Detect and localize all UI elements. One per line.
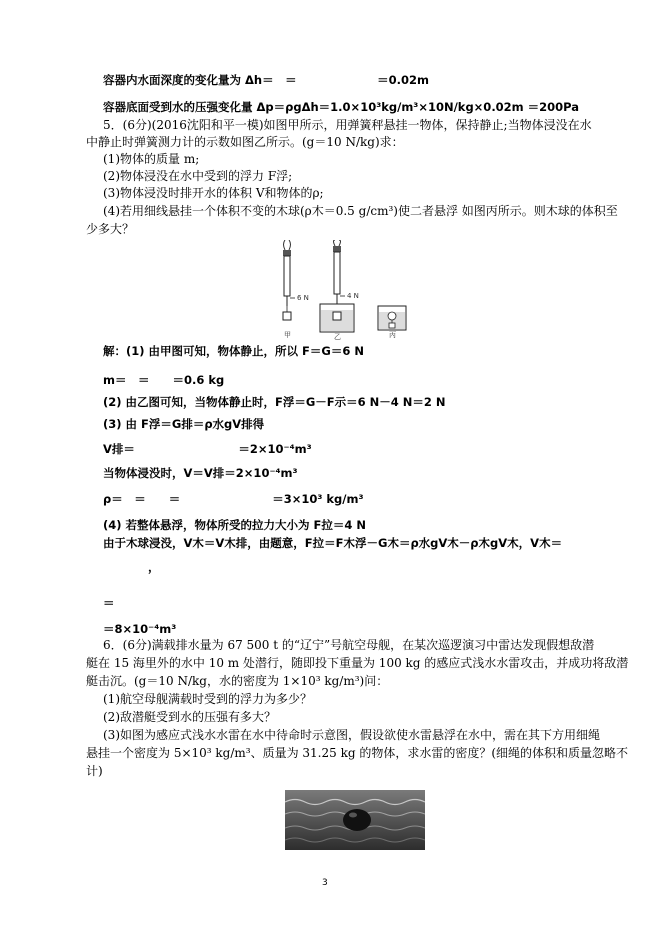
- solution-line: ＝8×10⁻⁴m³: [103, 622, 177, 636]
- problem-5-question-1: (1)物体的质量 m;: [103, 152, 200, 166]
- problem-5-text: 5．(6分)(2016沈阳和平一模)如图甲所示，用弹簧秤悬挂一物体，保持静止;当物体浸没在水: [103, 118, 592, 132]
- page-number: 3: [322, 878, 328, 888]
- solution-line: 容器内水面深度的变化量为 Δh＝ ＝ ＝0.02m: [103, 73, 429, 87]
- problem-5-question-3: (3)物体浸没时排开水的体积 V和物体的ρ;: [103, 186, 324, 200]
- scale-b: [320, 240, 354, 332]
- scale-reading-b: 4 N: [347, 292, 359, 300]
- figure-caption-c: 丙: [389, 331, 396, 339]
- solution-line: 由于木球浸没，V木＝V木排，由题意，F拉＝F木浮－G木＝ρ水gV木－ρ木gV木，V木＝: [103, 536, 563, 550]
- problem-6-question-3: 计): [86, 764, 103, 778]
- water-mine-image: [285, 790, 425, 850]
- problem-5-question-2: (2)物体浸没在水中受到的浮力 F浮;: [103, 169, 293, 183]
- spring-scale-figure: [270, 240, 410, 340]
- figure-caption-b: 乙: [334, 333, 341, 341]
- problem-6-question-2: (2)敌潜艇受到水的压强有多大？: [103, 710, 276, 724]
- solution-line: ＝: [103, 596, 115, 610]
- solution-line: (2) 由乙图可知，当物体静止时，F浮＝G－F示＝6 N－4 N＝2 N: [103, 395, 446, 409]
- problem-5-text: 中静止时弹簧测力计的示数如图乙所示。(g＝10 N/kg)求：: [86, 135, 404, 149]
- solution-line: ，: [148, 560, 160, 574]
- solution-line: 容器底面受到水的压强变化量 Δp＝ρgΔh＝1.0×10³kg/m³×10N/kg×0.02m ＝200Pa: [103, 100, 580, 114]
- problem-6-text: 艇在 15 海里外的水中 10 m 处潜行，随即投下重量为 100 kg 的感应式浅水水雷攻击，并成功将敌潜: [86, 656, 629, 670]
- solution-line: V排＝ ＝2×10⁻⁴m³: [103, 442, 312, 456]
- scale-c: [378, 306, 406, 330]
- problem-6-text: 艇击沉。(g＝10 N/kg，水的密度为 1×10³ kg/m³)问：: [86, 674, 389, 688]
- scale-reading-a: 6 N: [297, 294, 309, 302]
- figure-caption-a: 甲: [284, 331, 291, 339]
- solution-line: 当物体浸没时，V＝V排＝2×10⁻⁴m³: [103, 466, 298, 480]
- solution-line: (3) 由 F浮＝G排＝ρ水gV排得: [103, 417, 265, 431]
- scale-a: [283, 240, 295, 320]
- problem-6-question-3: 悬挂一个密度为 5×10³ kg/m³、质量为 31.25 kg 的物体，求水雷的密度？(细绳的体积和质量忽略不: [86, 746, 629, 760]
- problem-6-question-1: (1)航空母舰满载时受到的浮力为多少？: [103, 692, 312, 706]
- spring-scale-diagram: [270, 240, 410, 340]
- solution-line: ρ＝ ＝ ＝ ＝3×10³ kg/m³: [103, 492, 364, 506]
- problem-5-question-4: (4)若用细线悬挂一个体积不变的木球(ρ木＝0.5 g/cm³)使二者悬浮 如图丙所示。则木球的体积至: [103, 204, 618, 218]
- solution-line: (4) 若整体悬浮，物体所受的拉力大小为 F拉＝4 N: [103, 518, 367, 532]
- problem-6-text: 6．(6分)满载排水量为 67 500 t 的“辽宁”号航空母舰，在某次巡逻演习中雷达发现假想敌潜: [103, 638, 595, 652]
- solution-line: 解：(1) 由甲图可知，物体静止，所以 F＝G＝6 N: [103, 344, 364, 358]
- problem-6-question-3: (3)如图为感应式浅水水雷在水中待命时示意图，假设欲使水雷悬浮在水中，需在其下方用细绳: [103, 728, 601, 742]
- water-mine-photo: [285, 790, 425, 850]
- problem-5-question-4: 少多大？: [86, 222, 135, 236]
- solution-line: m＝ ＝ ＝0.6 kg: [103, 373, 225, 387]
